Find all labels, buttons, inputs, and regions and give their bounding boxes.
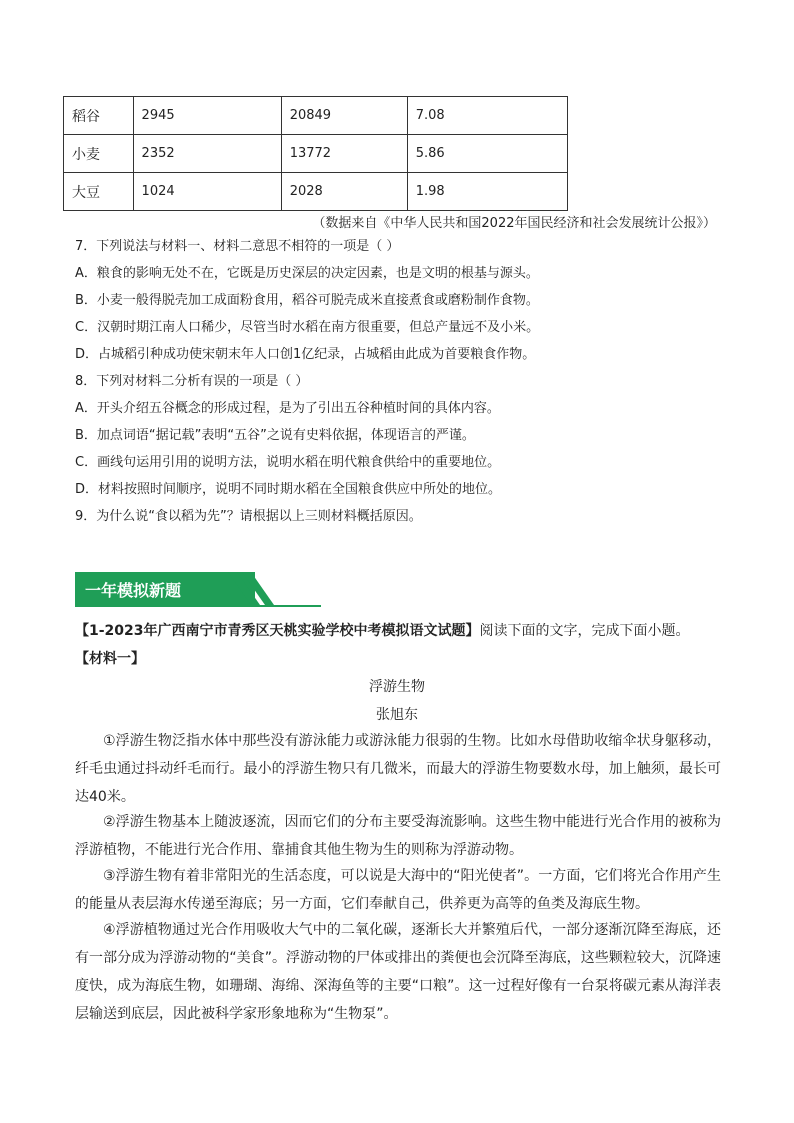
table-source-note: （数据来自《中华人民共和国2022年国民经济和社会发展统计公报》） (312, 216, 716, 231)
material-label: 【材料一】 (75, 651, 145, 667)
question-7-option-b: B．小麦一般得脱壳加工成面粉食用，稻谷可脱壳成米直接煮食或磨粉制作食物。 (75, 293, 539, 308)
article-title: 浮游生物 (369, 679, 425, 695)
table-cell: 大豆 (64, 173, 134, 211)
question-7-option-d: D．占城稻引种成功使宋朝末年人口创1亿纪录，占城稻由此成为首要粮食作物。 (75, 347, 536, 362)
table-cell: 稻谷 (64, 97, 134, 135)
article-author: 张旭东 (376, 707, 418, 723)
grain-data-table (63, 96, 568, 211)
question-8-option-b: B．加点词语“据记载”表明“五谷”之说有史料依据，体现语言的严谨。 (75, 428, 475, 443)
question-8-option-a: A．开头介绍五谷概念的形成过程，是为了引出五谷种植时间的具体内容。 (75, 401, 500, 416)
table-row (64, 135, 568, 173)
table-cell: 20849 (281, 97, 407, 135)
table-cell: 1024 (133, 173, 281, 211)
table-row (64, 97, 568, 135)
table-cell: 2028 (281, 173, 407, 211)
exam-source: 【1-2023年广西南宁市青秀区天桃实验学校中考模拟语文试题】 (75, 623, 480, 639)
banner-underline (75, 605, 321, 607)
table-cell: 1.98 (407, 173, 567, 211)
article-paragraph-2: ②浮游生物基本上随波逐流，因而它们的分布主要受海流影响。这些生物中能进行光合作用的被称为浮游植物，不能进行光合作用、靠捕食其他生物为生的则称为浮游动物。 (75, 814, 721, 858)
section-banner-title: 一年模拟新题 (85, 581, 182, 600)
question-8-stem: 8．下列对材料二分析有误的一项是（ ） (75, 374, 309, 389)
question-9: 9．为什么说“食以稻为先”？请根据以上三则材料概括原因。 (75, 509, 422, 524)
table-cell: 2945 (133, 97, 281, 135)
table-cell: 13772 (281, 135, 407, 173)
section-banner (75, 572, 321, 607)
article-paragraph-3: ③浮游生物有着非常阳光的生活态度，可以说是大海中的“阳光使者”。一方面，它们将光合作用产生的能量从表层海水传递至海底；另一方面，它们奉献自己，供养更为高等的鱼类及海底生物。 (75, 868, 721, 912)
question-7-option-c: C．汉朝时期江南人口稀少，尽管当时水稻在南方很重要，但总产量远不及小米。 (75, 320, 540, 335)
table-cell: 5.86 (407, 135, 567, 173)
question-7-option-a: A．粮食的影响无处不在，它既是历史深层的决定因素，也是文明的根基与源头。 (75, 266, 539, 281)
table-cell: 2352 (133, 135, 281, 173)
article-paragraph-1: ①浮游生物泛指水体中那些没有游泳能力或游泳能力很弱的生物。比如水母借助收缩伞状身躯移动，纤毛虫通过抖动纤毛而行。最小的浮游生物只有几微米，而最大的浮游生物要数水母，加上触须，最长可达40米。 (75, 733, 721, 805)
exam-intro (75, 622, 690, 640)
exam-instruction: 阅读下面的文字，完成下面小题。 (479, 623, 690, 639)
question-8-option-d: D．材料按照时间顺序，说明不同时期水稻在全国粮食供应中所处的地位。 (75, 482, 502, 497)
table-cell: 7.08 (407, 97, 567, 135)
table-row (64, 173, 568, 211)
question-8-option-c: C．画线句运用引用的说明方法，说明水稻在明代粮食供给中的重要地位。 (75, 455, 501, 470)
article-paragraph-4: ④浮游植物通过光合作用吸收大气中的二氧化碳，逐渐长大并繁殖后代，一部分逐渐沉降至海底，还有一部分成为浮游动物的“美食”。浮游动物的尸体或排出的粪便也会沉降至海底，这些颗粒较大，沉降速度快，成为海底生物，如珊瑚、海绵、深海鱼等的主要“口粮”。这一过程好像有一台泵将碳元素从海洋表层输送到底层，因此被科学家形象地称为“生物泵”。 (75, 922, 721, 1022)
table-cell: 小麦 (64, 135, 134, 173)
question-7-stem: 7．下列说法与材料一、材料二意思不相符的一项是（ ） (75, 239, 400, 254)
